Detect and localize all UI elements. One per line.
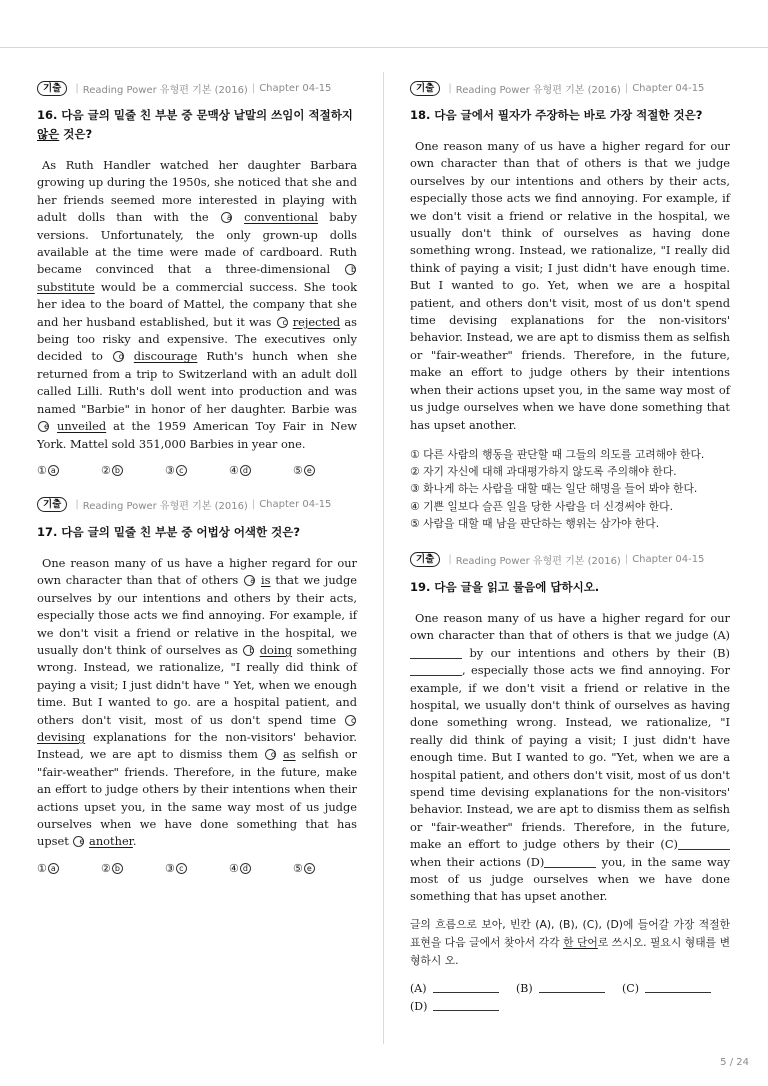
- passage: One reason many of us have a higher regard for our own character than that of others a is that we judge ourselves by our intentions and others by their acts, especially those acts we find annoying. For example, if we don't visit a friend or relative in the hospital, we usually don't think of ourselves as b doing something wrong. Instead, we rationalize, "I really did think of paying a visit; I just didn't have " Yet, when we enough time. But I wanted to go. are a hospital patient, and others don't visit, most of us don't spend time c devising explanations for the non-visitors' behavior. Instead, we are apt to dismiss them d as selfish or "fair-weather" friends. Therefore, in the future, make an effort to judge others by their intentions when their actions upset you, in the same way most of us judge ourselves when we have done something that has upset e another.: [37, 555, 358, 849]
- underlined-word: substitute: [37, 279, 95, 294]
- marker-b: b: [345, 264, 356, 275]
- underlined-word: doing: [259, 642, 293, 657]
- marker-a: a: [244, 575, 255, 586]
- option-1[interactable]: ① 다른 사람의 행동을 판단할 때 그들의 의도를 고려해야 한다.: [410, 447, 705, 461]
- source-tag: 기출 | Reading Power 유형편 기본 (2016) | Chapter 04-15: [410, 552, 730, 568]
- chapter-label: Chapter 04-15: [632, 82, 705, 94]
- source-tag: 기출 | Reading Power 유형편 기본 (2016) | Chapter 04-15: [37, 497, 357, 513]
- choice-4[interactable]: ④ d: [229, 862, 293, 875]
- marker-a: a: [221, 212, 232, 223]
- underlined-word: discourage: [133, 349, 198, 364]
- answer-fields: [410, 980, 730, 1016]
- blank-a: [410, 647, 462, 659]
- answer-b[interactable]: (B): [516, 980, 622, 998]
- choice-1[interactable]: ① a: [37, 464, 101, 477]
- question-title: 16. 다음 글의 밑줄 친 부분 중 문맥상 낱말의 쓰임이 적절하지 않은 것은?: [37, 108, 353, 141]
- marker-b: b: [243, 645, 254, 656]
- instruction: 글의 흐름으로 보아, 빈칸 (A), (B), (C), (D)에 들어갈 가장 적절한 표현을 다음 글에서 찾아서 각각 한 단어로 쓰시오. 필요시 형태를 변형하시 오.: [410, 917, 730, 967]
- underlined-word: unveiled: [57, 419, 107, 434]
- marker-e: e: [73, 836, 84, 847]
- question-17: [37, 497, 357, 875]
- source-tag: 기출 | Reading Power 유형편 기본 (2016) | Chapter 04-15: [37, 80, 357, 96]
- marker-c: c: [277, 317, 288, 328]
- passage: One reason many of us have a higher regard for our own character than that of others is that we judge (A) by our intentions and others by their (B), especially those acts we find annoying. For example, if we don't visit a friend or relative in the hospital, we usually don't think of ourselves as having done something wrong. Instead, we rationalize, "I really did think of paying a visit; I just didn't have enough time. But I wanted to go. "Yet, when we are a hospital patient, and others don't visit, most of us don't spend time devising explanations for the non-visitors' behavior. Instead, we are apt to dismiss them as selfish or "fair-weather" friends. Therefore, in the future, make an effort to judge others by their (C) when their actions (D) you, in the same way most of us judge ourselves when we have done something that has upset another.: [410, 610, 730, 904]
- exam-badge: 기출: [37, 497, 67, 512]
- chapter-label: Chapter 04-15: [259, 499, 332, 511]
- question-19: [410, 552, 730, 1016]
- marker-e: e: [38, 421, 49, 432]
- source-label: Reading Power 유형편 기본 (2016): [82, 501, 248, 513]
- option-4[interactable]: ④ 기쁜 일보다 슬픈 일을 당한 사람을 더 신경써야 한다.: [410, 499, 674, 513]
- marker-d: d: [113, 351, 124, 362]
- chapter-label: Chapter 04-15: [259, 82, 332, 94]
- header-rule: [0, 47, 768, 48]
- source-label: Reading Power 유형편 기본 (2016): [455, 84, 621, 96]
- option-list: [410, 446, 730, 532]
- source-tag: 기출 | Reading Power 유형편 기본 (2016) | Chapter 04-15: [410, 80, 730, 96]
- choice-3[interactable]: ③ c: [165, 862, 229, 875]
- answer-c[interactable]: (C): [622, 980, 728, 998]
- option-5[interactable]: ⑤ 사람을 대할 때 남을 판단하는 행위는 삼가야 한다.: [410, 516, 660, 530]
- passage: As Ruth Handler watched her daughter Barbara growing up during the 1950s, she noticed that she and her friends seemed more interested in playing with adult dolls than with the a conventional baby versions. Unfortunately, the only grown-up dolls available at the time were made of cardboard. Ruth became convinced that a three-dimensional b substitute would be a commercial success. She took her idea to the board of Mattel, the company that she and her husband established, but it was c rejected as being too risky and expensive. The executives only decided to d discourage Ruth's hunch when she returned from a trip to Switzerland with an adult doll called Lilli. Ruth's doll went into production and was named "Barbie" in honor of her daughter. Barbie was e unveiled at the 1959 American Toy Fair in New York. Mattel sold 351,000 Barbies in year one.: [37, 158, 358, 451]
- choice-5[interactable]: ⑤ e: [293, 862, 357, 875]
- choice-2[interactable]: ② b: [101, 464, 165, 477]
- chapter-label: Chapter 04-15: [632, 554, 705, 566]
- exam-badge: 기출: [37, 81, 67, 96]
- underlined-word: is: [260, 573, 271, 588]
- option-3[interactable]: ③ 화나게 하는 사람을 대할 때는 일단 해명을 들어 봐야 한다.: [410, 482, 698, 496]
- question-16: [37, 80, 357, 477]
- choice-5[interactable]: ⑤ e: [293, 464, 357, 477]
- source-label: Reading Power 유형편 기본 (2016): [82, 84, 248, 96]
- question-18: [410, 80, 730, 532]
- blank-b: [410, 664, 462, 676]
- page-number: 5 / 24: [720, 1057, 749, 1068]
- question-title: 18. 다음 글에서 필자가 주장하는 바로 가장 적절한 것은?: [410, 108, 703, 122]
- blank-d: [544, 856, 596, 868]
- column-divider: [383, 72, 384, 1044]
- answer-choices: [37, 862, 357, 875]
- marker-c: c: [345, 715, 356, 726]
- question-title: 17. 다음 글의 밑줄 친 부분 중 어법상 어색한 것은?: [37, 524, 301, 539]
- answer-d[interactable]: (D): [410, 998, 516, 1016]
- left-column: [37, 80, 357, 895]
- underlined-word: as: [282, 747, 296, 762]
- exam-badge: 기출: [410, 81, 440, 96]
- underlined-word: conventional: [244, 210, 319, 225]
- choice-1[interactable]: ① a: [37, 862, 101, 875]
- underlined-word: rejected: [292, 314, 341, 329]
- right-column: [410, 80, 730, 1036]
- answer-a[interactable]: (A): [410, 980, 516, 998]
- exam-badge: 기출: [410, 552, 440, 567]
- option-2[interactable]: ② 자기 자신에 대해 과대평가하지 않도록 주의해야 한다.: [410, 465, 677, 479]
- underlined-word: devising: [37, 729, 86, 744]
- underlined-word: another: [89, 834, 133, 849]
- blank-c: [678, 838, 730, 850]
- choice-4[interactable]: ④ d: [229, 464, 293, 477]
- answer-choices: [37, 464, 357, 477]
- source-label: Reading Power 유형편 기본 (2016): [455, 556, 621, 568]
- question-title: 19. 다음 글을 읽고 물음에 답하시오.: [410, 579, 600, 594]
- marker-d: d: [265, 749, 276, 760]
- passage: One reason many of us have a higher regard for our own character than that of others is that we judge ourselves by our intentions and others by their acts, especially those acts we find annoying. For example, if we don't visit a friend or relative in the hospital, we usually don't think of ourselves as having done something wrong. Instead, we rationalize, "I really did think of paying a visit; I just didn't have enough time. But I wanted to go. Yet, when we are a hospital patient, and others don't visit, most of us don't spend time devising explanations for the non-visitors' behavior. Instead, we are apt to dismiss them as selfish or "fair-weather" friends. Therefore, in the future, make an effort to judge others by their intentions when their actions upset you, in the same way most of us judge ourselves when we have done something that has upset another.: [410, 139, 730, 432]
- choice-3[interactable]: ③ c: [165, 464, 229, 477]
- choice-2[interactable]: ② b: [101, 862, 165, 875]
